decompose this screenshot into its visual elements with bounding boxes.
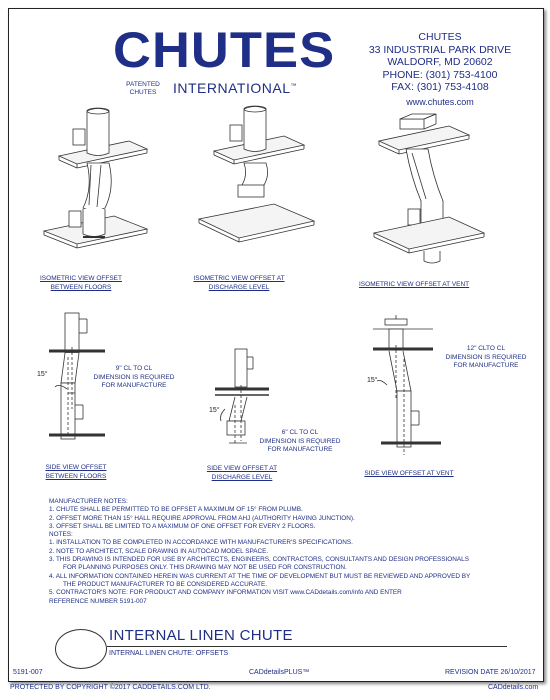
- caption-iso-discharge: ISOMETRIC VIEW OFFSET AT DISCHARGE LEVEL: [193, 275, 285, 291]
- logo-international-text: INTERNATIONAL™: [173, 80, 297, 96]
- logo-patented-text: PATENTED CHUTES: [126, 81, 160, 96]
- dimension-note-floors: 9" CL TO CL DIMENSION IS REQUIRED FOR MANUFACTURE: [93, 365, 175, 389]
- general-notes-heading: NOTES:: [49, 531, 73, 539]
- dimension-note-vent: 12" CLTO CL DIMENSION IS REQUIRED FOR MANUFACTURE: [445, 345, 527, 369]
- manufacturer-notes-heading: MANUFACTURER NOTES:: [49, 498, 128, 505]
- company-logo-wordmark: CHUTES: [113, 22, 336, 78]
- company-website: www.chutes.com: [406, 96, 474, 107]
- drawing-sheet: [8, 8, 544, 682]
- general-note: REFERENCE NUMBER 5191-007: [49, 597, 147, 605]
- company-address-block: [365, 31, 515, 108]
- copyright-notice: PROTECTED BY COPYRIGHT ©2017 CADDETAILS.COM LTD.: [10, 684, 211, 691]
- revision-date: REVISION DATE 26/10/2017: [445, 669, 536, 676]
- company-street: 33 INDUSTRIAL PARK DRIVE: [368, 43, 512, 56]
- drawing-notes: [49, 498, 529, 606]
- general-note: 1. INSTALLATION TO BE COMPLETED IN ACCORDANCE WITH MANUFACTURER'S SPECIFICATIONS.: [49, 539, 353, 547]
- title-block-circle: [55, 629, 107, 669]
- drawing-number: 5191-007: [13, 669, 43, 676]
- general-note: 5. CONTRACTOR'S NOTE: FOR PRODUCT AND COMPANY INFORMATION VISIT www.CADdetails.com/info AND ENTER: [49, 589, 402, 597]
- isometric-offset-vent-drawing: [364, 101, 494, 271]
- caption-side-floors: SIDE VIEW OFFSET BETWEEN FLOORS: [45, 464, 107, 480]
- caption-iso-floors: ISOMETRIC VIEW OFFSET BETWEEN FLOORS: [40, 275, 122, 291]
- title-divider: [107, 646, 507, 647]
- isometric-offset-floors-drawing: [29, 101, 159, 271]
- angle-label-vent: 15°: [367, 377, 378, 384]
- company-fax: FAX: (301) 753-4108: [391, 81, 489, 93]
- general-note: THE PRODUCT MANUFACTURER TO BE CONSIDERED ACCURATE.: [63, 580, 268, 588]
- caption-side-discharge: SIDE VIEW OFFSET AT DISCHARGE LEVEL: [206, 465, 278, 481]
- caddetails-plus-label: CADdetailsPLUS™: [249, 669, 310, 676]
- general-note: 2. NOTE TO ARCHITECT, SCALE DRAWING IN AUTOCAD MODEL SPACE.: [49, 547, 269, 555]
- drawing-subtitle: INTERNAL LINEN CHUTE: OFFSETS: [109, 650, 229, 657]
- company-phone: PHONE: (301) 753-4100: [382, 68, 498, 81]
- drawing-title: INTERNAL LINEN CHUTE: [109, 627, 293, 644]
- caption-side-vent: SIDE VIEW OFFSET AT VENT: [364, 470, 454, 477]
- manufacturer-note: 3. OFFSET SHALL BE LIMITED TO A MAXIMUM OF ONE OFFSET FOR EVERY 2 FLOORS.: [49, 522, 316, 530]
- angle-label-discharge: 15°: [209, 407, 220, 414]
- general-note: FOR PLANNING PURPOSES ONLY. THIS DRAWING MAY NOT BE USED FOR CONSTRUCTION.: [63, 564, 347, 572]
- company-name: CHUTES: [418, 31, 462, 43]
- side-offset-vent-drawing: [369, 315, 469, 465]
- manufacturer-note: 1. CHUTE SHALL BE PERMITTED TO BE OFFSET A MAXIMUM OF 15° FROM PLUMB.: [49, 506, 303, 514]
- angle-label-floors: 15°: [37, 371, 48, 378]
- general-note: 4. ALL INFORMATION CONTAINED HEREIN WAS CURRENT AT THE TIME OF DEVELOPMENT BUT MUST BE REVIEWED AND APPROVED BY: [49, 572, 471, 580]
- dimension-note-discharge: 6" CL TO CL DIMENSION IS REQUIRED FOR MANUFACTURE: [259, 429, 341, 453]
- company-city: WALDORF, MD 20602: [387, 56, 493, 68]
- manufacturer-note: 2. OFFSET MORE THAN 15° HALL REQUIRE APPROVAL FROM AHJ (AUTHORITY HAVING JUNCTION).: [49, 514, 355, 522]
- caption-iso-vent: ISOMETRIC VIEW OFFSET AT VENT: [359, 281, 470, 288]
- caddetails-link[interactable]: CADdetails.com: [488, 684, 539, 691]
- general-note: 3. THIS DRAWING IS INTENDED FOR USE BY ARCHITECTS, ENGINEERS, CONTRACTORS, CONSULTANTS AND DESIGN PROFESSIONALS: [49, 556, 469, 564]
- isometric-offset-discharge-drawing: [194, 101, 324, 271]
